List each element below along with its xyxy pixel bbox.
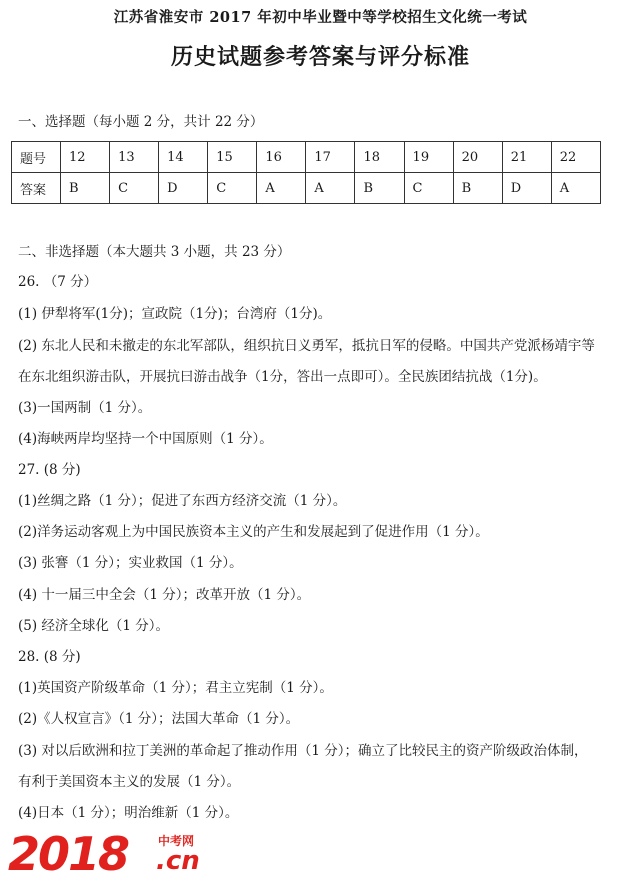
question-number: 13 [110,142,159,173]
section-2-heading: 二、非选择题（本大题共 3 小题，共 23 分） [18,244,291,260]
document-title: 历史试题参考答案与评分标准 [170,44,470,70]
question-number: 14 [159,142,208,173]
table-row-answers [12,173,601,204]
answer-cell: D [159,173,208,204]
question-number: 15 [208,142,257,173]
row-label-answer: 答案 [12,173,61,204]
table-row-numbers [12,142,601,173]
answer-line: (2)《人权宣言》（1 分）；法国大革命（1 分）。 [18,711,300,727]
answer-line: (3)一国两制（1 分）。 [18,400,152,416]
question-number: 21 [502,142,551,173]
answer-line: (4)日本（1 分）；明治维新（1 分）。 [18,805,239,821]
answer-line: 有利于美国资本主义的发展（1 分）。 [18,774,241,790]
answer-cell: C [404,173,453,204]
question-number: 20 [453,142,502,173]
answer-cell: A [551,173,600,204]
answer-line: (4)海峡两岸均坚持一个中国原则（1 分）。 [18,431,273,447]
answer-cell: D [502,173,551,204]
answer-cell: A [257,173,306,204]
answer-line: (1)丝绸之路（1 分）；促进了东西方经济交流（1 分）。 [18,493,347,509]
answer-cell: C [110,173,159,204]
logo-number: 2018 [8,827,129,881]
answer-line: (2) 东北人民和未撤走的东北军部队，组织抗日义勇军，抵抗日军的侵略。中国共产党派杨靖宇等 [18,338,595,354]
answer-cell: A [306,173,355,204]
answer-line: (3) 张謇（1 分）；实业救国（1 分）。 [18,555,243,571]
row-label-number: 题号 [12,142,61,173]
question-heading-26: 26. （7 分） [18,274,98,290]
answer-line: (4) 十一届三中全会（1 分）；改革开放（1 分）。 [18,587,311,603]
question-number: 18 [355,142,404,173]
answer-cell: B [453,173,502,204]
answer-line: (5) 经济全球化（1 分）。 [18,618,170,634]
site-watermark-logo [8,826,228,882]
answer-line: (1)英国资产阶级革命（1 分）；君主立宪制（1 分）。 [18,680,333,696]
question-number: 19 [404,142,453,173]
question-heading-28: 28. (8 分) [18,649,81,665]
section-1-heading: 一、选择题（每小题 2 分，共计 22 分） [18,114,264,130]
logo-domain: .cn [156,846,200,876]
answer-cell: B [61,173,110,204]
answer-line: (1) 伊犁将军(1分)；宣政院（1分)；台湾府（1分)。 [18,306,332,322]
question-heading-27: 27. (8 分) [18,462,81,478]
answer-cell: B [355,173,404,204]
answer-line: (2)洋务运动客观上为中国民族资本主义的产生和发展起到了促进作用（1 分）。 [18,524,489,540]
answer-table [11,141,601,204]
question-number: 12 [61,142,110,173]
question-number: 22 [551,142,600,173]
question-number: 16 [257,142,306,173]
answer-cell: C [208,173,257,204]
question-number: 17 [306,142,355,173]
answer-line: 在东北组织游击队，开展抗曰游击战争（1分，答出一点即可）。全民族团结抗战（1分)。 [18,369,547,385]
logo-site-name: 中考网 [158,834,195,848]
exam-subtitle: 江苏省淮安市 2017 年初中毕业暨中等学校招生文化统一考试 [113,9,528,26]
answer-line: (3) 对以后欧洲和拉丁美洲的革命起了推动作用（1 分）；确立了比较民主的资产阶级政治体制， [18,743,588,759]
